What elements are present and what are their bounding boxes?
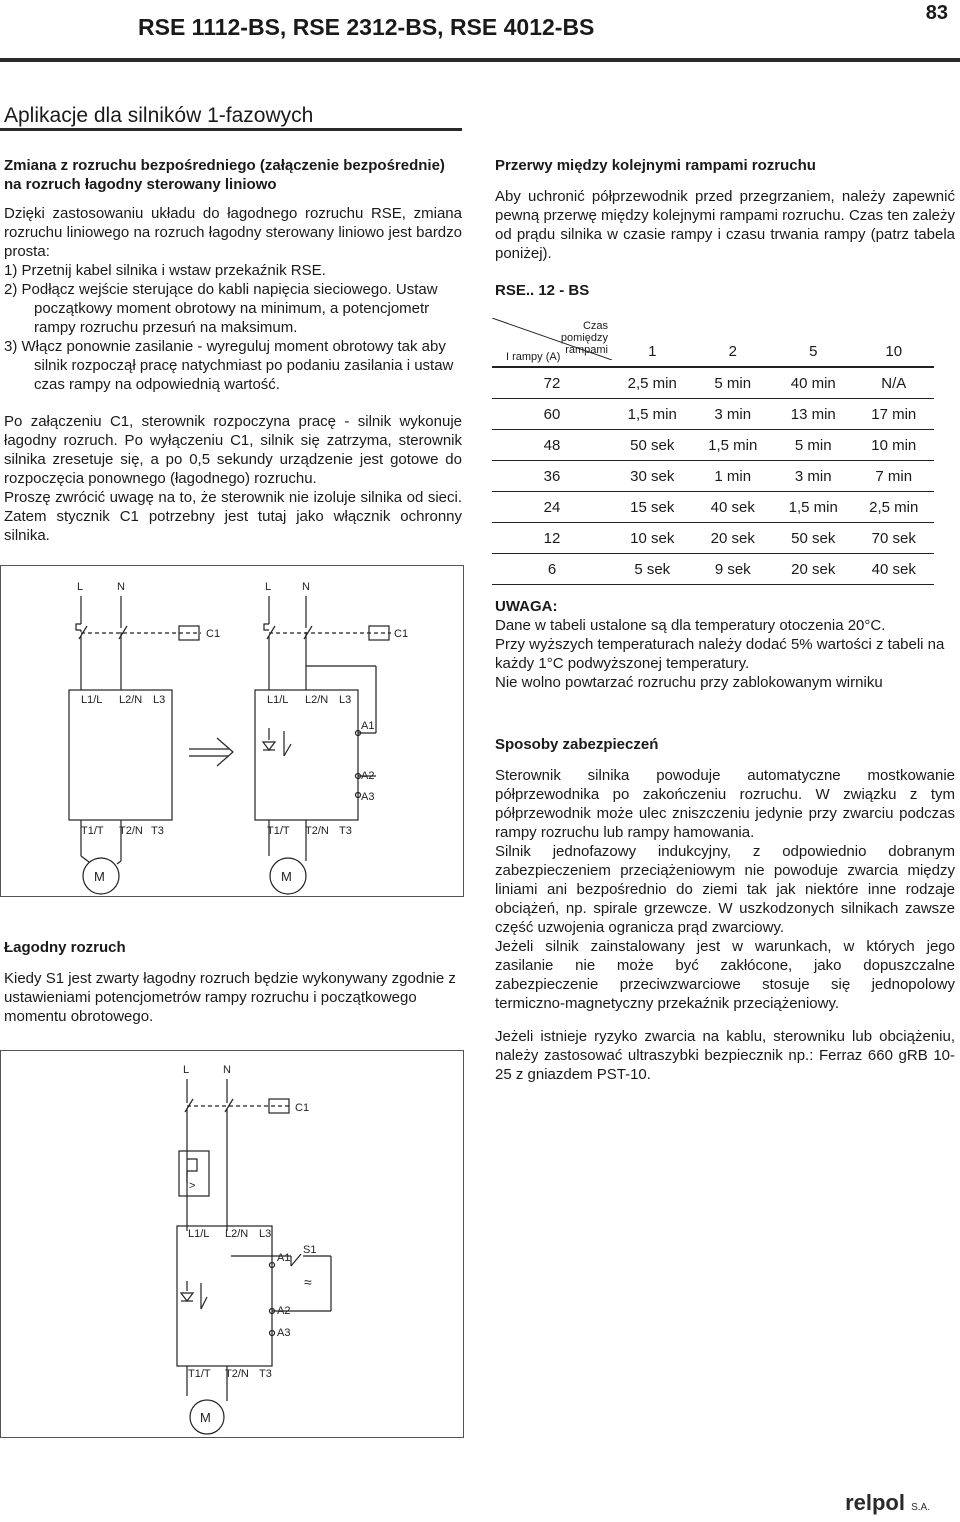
label-t2n-1: T2/N (119, 825, 143, 837)
circuit-diagram-conversion (0, 565, 464, 897)
label-a2-3: A2 (277, 1305, 291, 1317)
table-cell: 10 min (854, 430, 935, 461)
label-n-2: N (302, 581, 310, 593)
table-cell: 48 (492, 430, 612, 461)
label-t3-3: T3 (259, 1368, 272, 1380)
label-t3-1: T3 (151, 825, 164, 837)
table-cell: 9 sek (693, 554, 774, 585)
col-header: 2 (693, 318, 774, 367)
label-l1l-2: L1/L (267, 694, 289, 706)
col-header: 1 (612, 318, 693, 367)
table-cell: 3 min (773, 461, 854, 492)
label-a3-2: A3 (361, 791, 375, 803)
table-row (492, 367, 934, 399)
label-a1-2: A1 (361, 720, 375, 732)
corner-top-label: Czas pomiędzy rampami (560, 320, 608, 356)
table-cell: 1 min (693, 461, 774, 492)
section-title: Aplikacje dla silników 1-fazowych (4, 104, 314, 127)
table-cell: 17 min (854, 399, 935, 430)
label-l-1: L (77, 581, 84, 593)
table-row (492, 554, 934, 585)
col-header: 10 (854, 318, 935, 367)
label-l2n-1: L2/N (119, 694, 143, 706)
label-l2n-3: L2/N (225, 1228, 249, 1240)
table-cell: 50 sek (612, 430, 693, 461)
table-cell: 1,5 min (773, 492, 854, 523)
soft-start-heading: Łagodny rozruch (4, 939, 126, 956)
left-step-1: 1) Przetnij kabel silnika i wstaw przekaźnik RSE. (4, 262, 326, 279)
label-a2-2: A2 (361, 770, 375, 782)
table-cell: 1,5 min (693, 430, 774, 461)
table-row (492, 523, 934, 554)
table-row (492, 430, 934, 461)
page-number: 83 (925, 2, 948, 24)
left-heading: Zmiana z rozruchu bezpośredniego (załączenie bezpośrednie) na rozruch łagodny sterowany liniowo (4, 157, 445, 193)
label-l3-2: L3 (339, 694, 352, 706)
table-cell: 24 (492, 492, 612, 523)
table-cell: 20 sek (693, 523, 774, 554)
warning-line-2: Przy wyższych temperaturach należy dodać 5% wartości z tabeli na każdy 1°C podwyższonej temperatury. (495, 636, 945, 672)
label-t1t-1: T1/T (81, 825, 104, 837)
label-t2n-2: T2/N (305, 825, 329, 837)
table-cell: 2,5 min (854, 492, 935, 523)
label-l2n-2: L2/N (305, 694, 329, 706)
table-row (492, 399, 934, 430)
label-a1-3: A1 (277, 1252, 291, 1264)
left-step-2: 2) Podłącz wejście sterujące do kabli napięcia sieciowego. Ustaw początkowy moment obrotowy na minimum, a potencjometr rampy rozruchu przesuń na maksimum. (4, 281, 438, 336)
table-cell: 2,5 min (612, 367, 693, 399)
label-n-1: N (117, 581, 125, 593)
table-cell: 12 (492, 523, 612, 554)
ramp-interval-table (492, 318, 934, 585)
protection-heading: Sposoby zabezpieczeń (495, 736, 659, 753)
protection-text-1: Sterownik silnika powoduje automatyczne mostkowanie półprzewodnika po zakończeniu rozruchu. W związku z tym półprzewodnik może ulec zniszczeniu jedynie przy zwarciu podczas rampy rozruchu lub rampy hamowania. (495, 767, 955, 841)
label-m-2: M (281, 869, 292, 884)
circuit-diagram-soft-start (0, 1050, 464, 1438)
left-text-bottom (4, 938, 462, 1026)
relpol-logo (845, 1490, 930, 1516)
warning-line-1: Dane w tabeli ustalone są dla temperatury otoczenia 20°C. (495, 617, 886, 634)
table-cell: 20 sek (773, 554, 854, 585)
label-l1l-1: L1/L (81, 694, 103, 706)
table-cell: 10 sek (612, 523, 693, 554)
table-cell: 5 sek (612, 554, 693, 585)
protection-block (495, 735, 955, 1084)
label-t3-2: T3 (339, 825, 352, 837)
label-t2n-3: T2/N (225, 1368, 249, 1380)
warning-block (495, 597, 955, 692)
logo-suffix: S.A. (911, 1502, 930, 1513)
label-t1t-2: T1/T (267, 825, 290, 837)
table-cell: 40 sek (693, 492, 774, 523)
ramp-interval-text: Aby uchronić półprzewodnik przed przegrzaniem, należy zapewnić pewną przerwę między kolejnymi rampami rozruchu. Czas ten zależy od prądu silnika w czasie rampy i czasu trwania rampy (patrz tabela poniżej). (495, 188, 955, 262)
table-row (492, 461, 934, 492)
label-l-3: L (183, 1064, 190, 1076)
table-cell: 5 min (773, 430, 854, 461)
label-tilde: ≈ (304, 1274, 312, 1290)
label-c1-3: C1 (295, 1102, 310, 1114)
protection-text-4: Jeżeli istnieje ryzyko zwarcia na kablu, sterowniku lub obciążeniu, należy zastosować ultraszybki bezpiecznik np.: Ferraz 660 gRB 10-25 z gniazdem PST-10. (495, 1028, 955, 1083)
left-text-top (4, 156, 462, 545)
label-m-1: M (94, 869, 105, 884)
label-n-3: N (223, 1064, 231, 1076)
left-para-1: Po załączeniu C1, sterownik rozpoczyna pracę - silnik wykonuje łagodny rozruch. Po wyłączeniu C1, silnik się zatrzyma, sterownik silnika zresetuje się, a po 0,5 sekundy urządzenie jest gotowe do rozpoczęcia ponownego (łagodnego) rozruchu. (4, 413, 462, 487)
table-cell: 1,5 min (612, 399, 693, 430)
corner-bottom-label: I rampy (A) (506, 351, 561, 363)
label-l-2: L (265, 581, 272, 593)
table-cell: 15 sek (612, 492, 693, 523)
table-cell: 13 min (773, 399, 854, 430)
table-cell: 40 min (773, 367, 854, 399)
ramp-interval-heading: Przerwy między kolejnymi rampami rozruchu (495, 157, 816, 174)
protection-text-2: Silnik jednofazowy indukcyjny, z odpowiednio dobranym zabezpieczeniem przeciążeniowym nie powoduje zwarcia między liniami ani bezpośrednio do ziemi tak jak niektóre inne rodzaje obciążeń, np. spirale grzewcze. W uszkodzonych silnikach zawsze część uzwojenia ogranicza prąd zwarciowy. (495, 843, 955, 936)
table-cell: 72 (492, 367, 612, 399)
label-m-3: M (200, 1410, 211, 1425)
table-cell: 30 sek (612, 461, 693, 492)
table-cell: 6 (492, 554, 612, 585)
left-para-2: Proszę zwrócić uwagę na to, że sterownik nie izoluje silnika od sieci. Zatem stycznik C1 potrzebny jest tutaj jako włącznik ochronny silnika. (4, 489, 462, 544)
table-cell: N/A (854, 367, 935, 399)
label-c1-2: C1 (394, 628, 409, 640)
label-l3-1: L3 (153, 694, 166, 706)
table-cell: 50 sek (773, 523, 854, 554)
header-rule (0, 58, 960, 62)
table-cell: 70 sek (854, 523, 935, 554)
label-l3-3: L3 (259, 1228, 272, 1240)
table-cell: 60 (492, 399, 612, 430)
table-cell: 7 min (854, 461, 935, 492)
soft-start-text: Kiedy S1 jest zwarty łagodny rozruch będzie wykonywany zgodnie z ustawieniami potencjometrów rampy rozruchu i początkowego momentu obrotowego. (4, 970, 456, 1025)
document-title: RSE 1112-BS, RSE 2312-BS, RSE 4012-BS (138, 14, 595, 40)
protection-text-3: Jeżeli silnik zainstalowany jest w warunkach, w których jego zasilanie nie może być zakłócone, jako dopuszczalne zabezpieczenie przeciwzwarciowe stosuje się jednopolowy termiczno-magnetyczny przekaźnik przeciążeniowy. (495, 938, 955, 1012)
logo-name: relpol (845, 1490, 905, 1515)
section-rule (0, 128, 462, 131)
table-corner-cell (492, 318, 612, 367)
left-step-3: 3) Włącz ponownie zasilanie - wyreguluj moment obrotowy tak aby silnik rozpoczął pracę natychmiast po podaniu zasilania i ustaw czas rampy na odpowiednią wartość. (4, 338, 454, 393)
right-text-top (495, 156, 955, 300)
label-s1: S1 (303, 1244, 317, 1256)
label-a3-3: A3 (277, 1327, 291, 1339)
label-t1t-3: T1/T (188, 1368, 211, 1380)
table-cell: 5 min (693, 367, 774, 399)
label-overload: > (189, 1180, 196, 1192)
table-cell: 40 sek (854, 554, 935, 585)
label-c1-1: C1 (206, 628, 221, 640)
table-cell: 3 min (693, 399, 774, 430)
label-l1l-3: L1/L (188, 1228, 210, 1240)
warning-title: UWAGA: (495, 598, 558, 615)
table-title: RSE.. 12 - BS (495, 282, 590, 299)
table-cell: 36 (492, 461, 612, 492)
table-row (492, 492, 934, 523)
warning-line-3: Nie wolno powtarzać rozruchu przy zablokowanym wirniku (495, 674, 883, 691)
left-intro: Dzięki zastosowaniu układu do łagodnego rozruchu RSE, zmiana rozruchu liniowego na rozruch łagodny sterowany liniowo jest bardzo prosta: (4, 205, 462, 260)
col-header: 5 (773, 318, 854, 367)
